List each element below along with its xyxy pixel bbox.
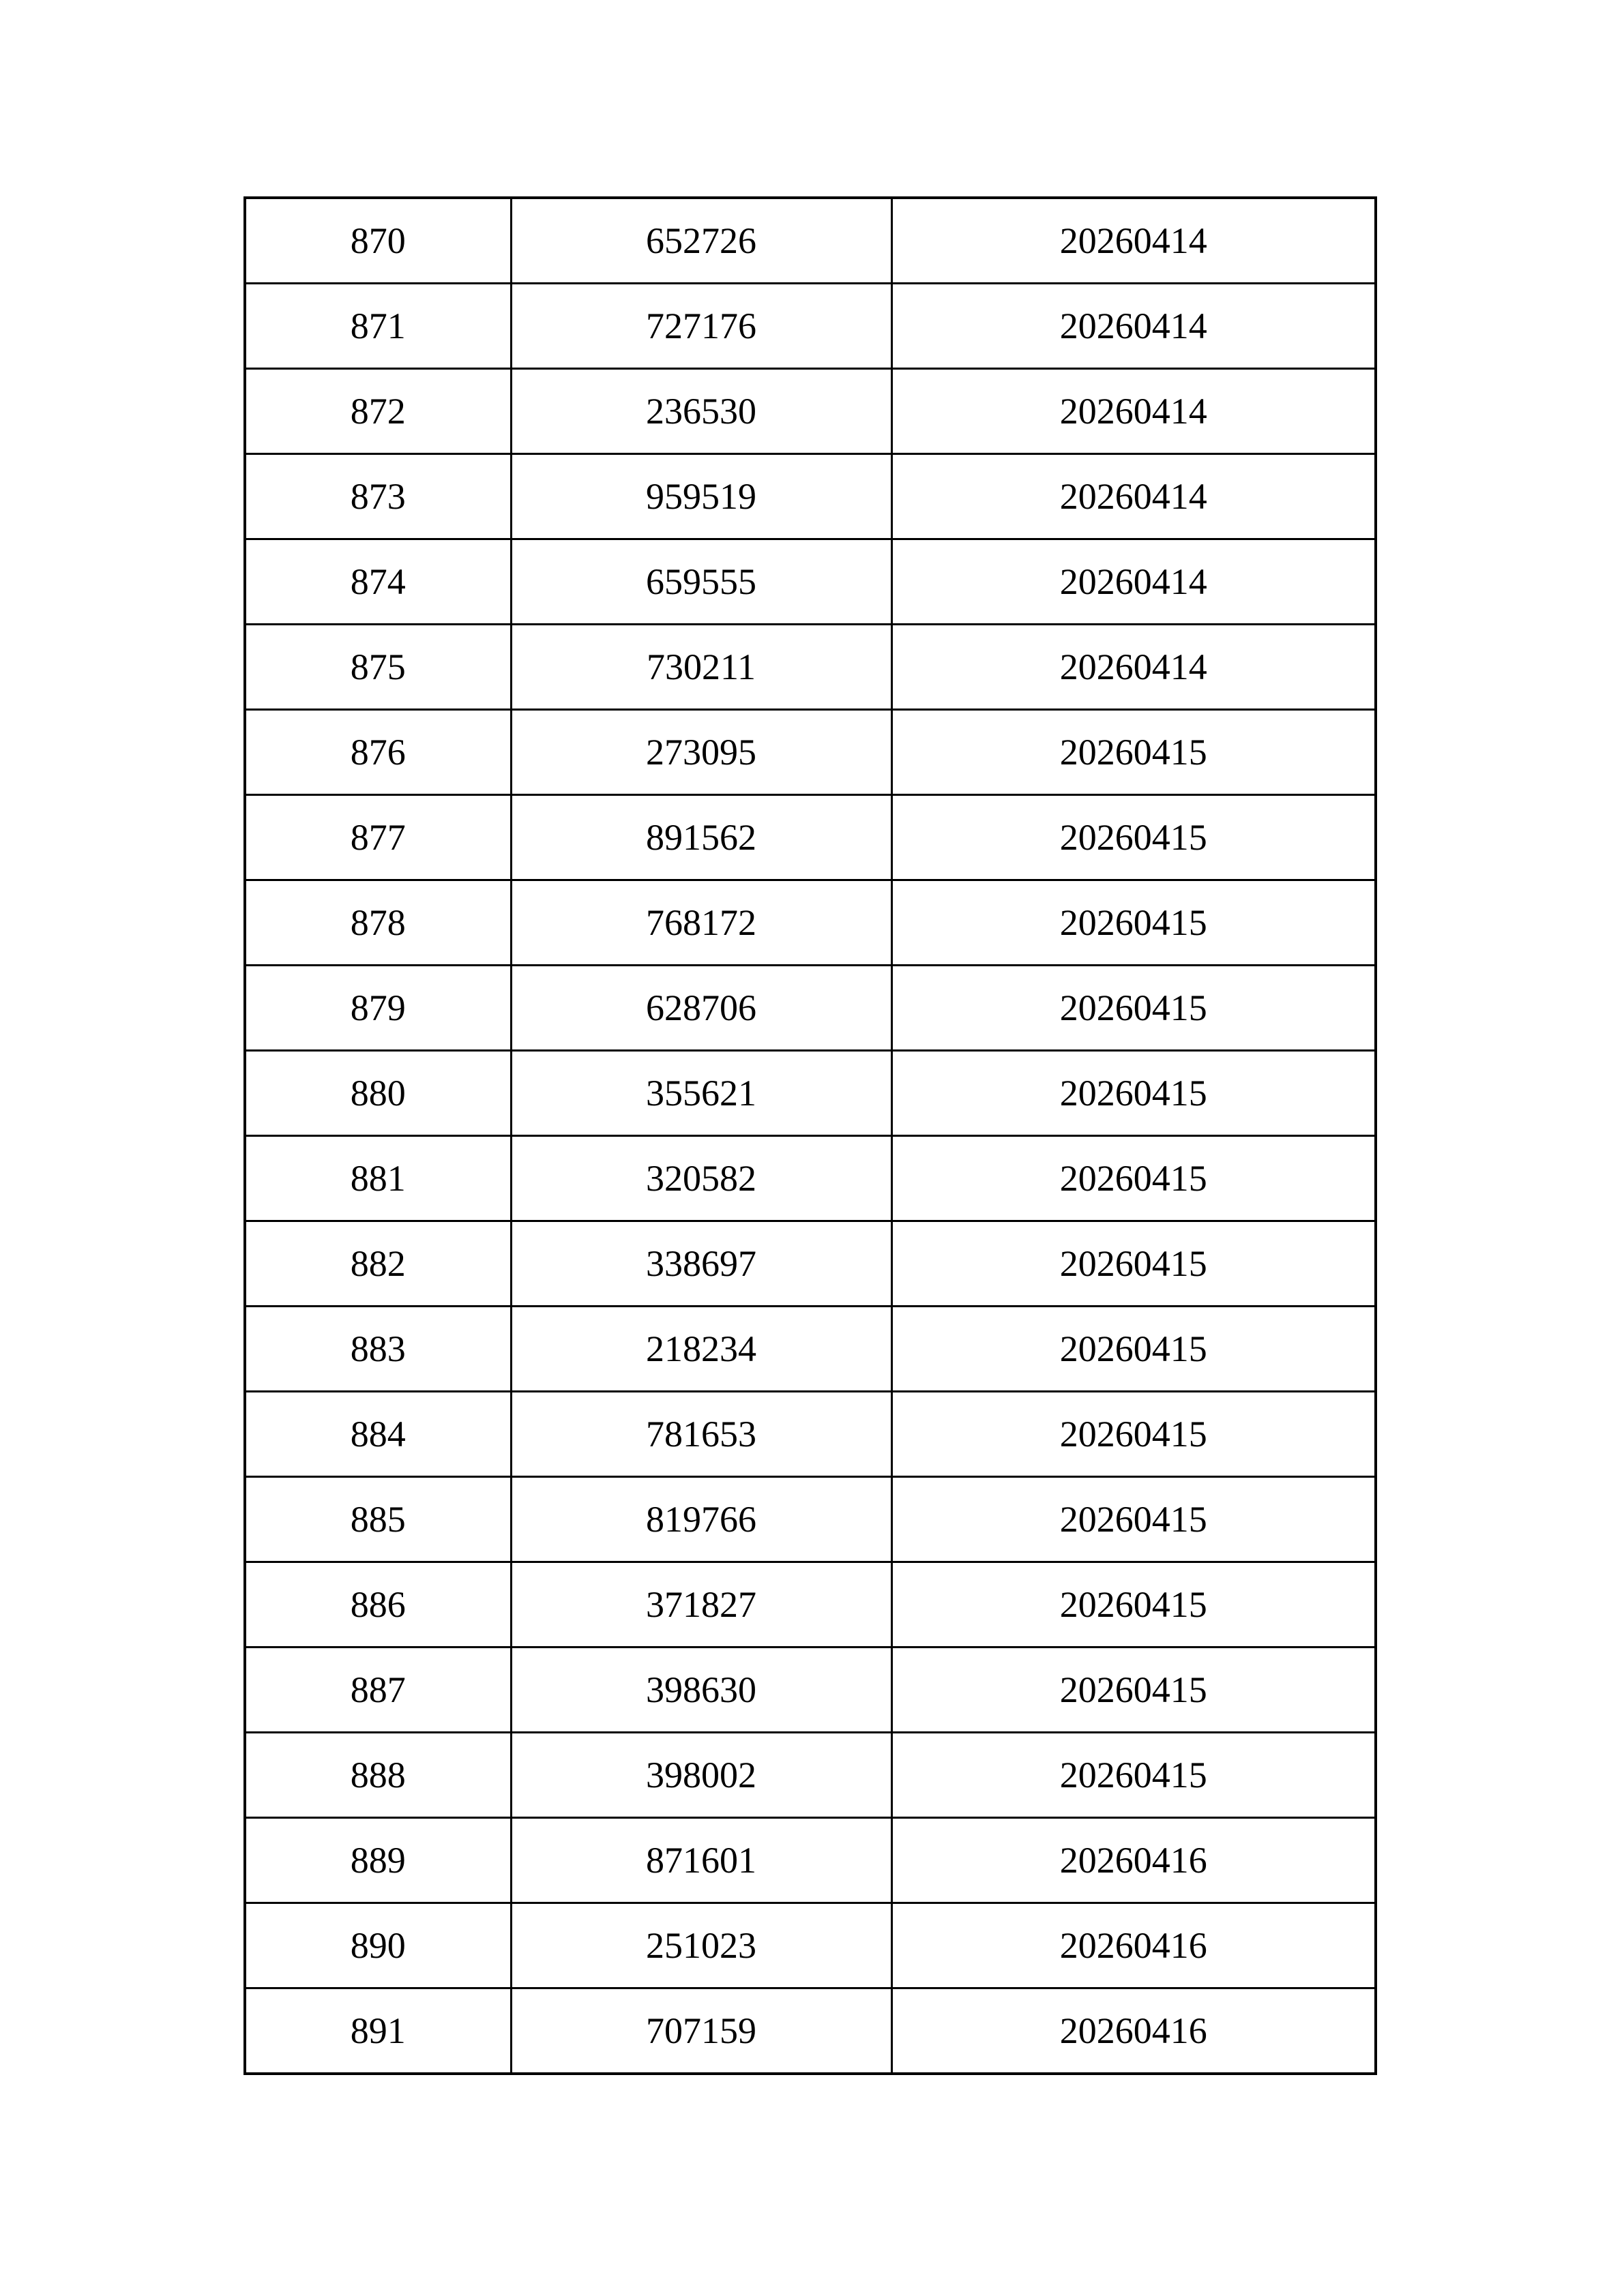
table-row <box>245 1818 1376 1903</box>
table-row <box>245 1136 1376 1221</box>
table-row <box>245 625 1376 710</box>
date-cell: 20260415 <box>891 880 1376 966</box>
index-cell: 889 <box>245 1818 511 1903</box>
table-row <box>245 795 1376 880</box>
index-cell: 873 <box>245 454 511 539</box>
value-cell: 727176 <box>511 284 891 369</box>
index-cell: 875 <box>245 625 511 710</box>
table-row <box>245 369 1376 454</box>
date-cell: 20260415 <box>891 1392 1376 1477</box>
table-row <box>245 966 1376 1051</box>
value-cell: 659555 <box>511 539 891 625</box>
index-cell: 874 <box>245 539 511 625</box>
table-row <box>245 454 1376 539</box>
date-cell: 20260416 <box>891 1818 1376 1903</box>
index-cell: 887 <box>245 1648 511 1733</box>
index-cell: 881 <box>245 1136 511 1221</box>
index-cell: 871 <box>245 284 511 369</box>
value-cell: 236530 <box>511 369 891 454</box>
table-row <box>245 710 1376 795</box>
index-cell: 883 <box>245 1307 511 1392</box>
index-cell: 877 <box>245 795 511 880</box>
date-cell: 20260415 <box>891 1648 1376 1733</box>
value-cell: 628706 <box>511 966 891 1051</box>
value-cell: 320582 <box>511 1136 891 1221</box>
table-row <box>245 1562 1376 1648</box>
index-cell: 890 <box>245 1903 511 1988</box>
value-cell: 891562 <box>511 795 891 880</box>
value-cell: 781653 <box>511 1392 891 1477</box>
value-cell: 652726 <box>511 198 891 284</box>
index-cell: 872 <box>245 369 511 454</box>
date-cell: 20260414 <box>891 539 1376 625</box>
date-cell: 20260415 <box>891 1733 1376 1818</box>
date-cell: 20260415 <box>891 1562 1376 1648</box>
index-cell: 876 <box>245 710 511 795</box>
date-cell: 20260415 <box>891 795 1376 880</box>
index-cell: 888 <box>245 1733 511 1818</box>
table-row <box>245 880 1376 966</box>
table-row <box>245 1988 1376 2074</box>
date-cell: 20260414 <box>891 369 1376 454</box>
value-cell: 959519 <box>511 454 891 539</box>
data-table <box>243 196 1377 2075</box>
value-cell: 338697 <box>511 1221 891 1307</box>
date-cell: 20260414 <box>891 198 1376 284</box>
value-cell: 768172 <box>511 880 891 966</box>
date-cell: 20260414 <box>891 454 1376 539</box>
index-cell: 885 <box>245 1477 511 1562</box>
date-cell: 20260415 <box>891 966 1376 1051</box>
date-cell: 20260415 <box>891 1221 1376 1307</box>
index-cell: 879 <box>245 966 511 1051</box>
value-cell: 251023 <box>511 1903 891 1988</box>
date-cell: 20260414 <box>891 284 1376 369</box>
index-cell: 891 <box>245 1988 511 2074</box>
table-row <box>245 539 1376 625</box>
value-cell: 218234 <box>511 1307 891 1392</box>
index-cell: 870 <box>245 198 511 284</box>
table-row <box>245 1903 1376 1988</box>
value-cell: 273095 <box>511 710 891 795</box>
table-row <box>245 198 1376 284</box>
table-body <box>245 198 1376 2074</box>
table-row <box>245 1648 1376 1733</box>
index-cell: 882 <box>245 1221 511 1307</box>
table-row <box>245 1221 1376 1307</box>
table-row <box>245 1477 1376 1562</box>
date-cell: 20260415 <box>891 1477 1376 1562</box>
date-cell: 20260416 <box>891 1903 1376 1988</box>
value-cell: 730211 <box>511 625 891 710</box>
table-row <box>245 284 1376 369</box>
date-cell: 20260415 <box>891 1051 1376 1136</box>
value-cell: 707159 <box>511 1988 891 2074</box>
value-cell: 371827 <box>511 1562 891 1648</box>
index-cell: 886 <box>245 1562 511 1648</box>
index-cell: 880 <box>245 1051 511 1136</box>
table-row <box>245 1307 1376 1392</box>
value-cell: 819766 <box>511 1477 891 1562</box>
value-cell: 398630 <box>511 1648 891 1733</box>
table-row <box>245 1733 1376 1818</box>
date-cell: 20260415 <box>891 1307 1376 1392</box>
date-cell: 20260416 <box>891 1988 1376 2074</box>
date-cell: 20260415 <box>891 1136 1376 1221</box>
value-cell: 355621 <box>511 1051 891 1136</box>
index-cell: 884 <box>245 1392 511 1477</box>
table-row <box>245 1392 1376 1477</box>
table-row <box>245 1051 1376 1136</box>
index-cell: 878 <box>245 880 511 966</box>
value-cell: 871601 <box>511 1818 891 1903</box>
value-cell: 398002 <box>511 1733 891 1818</box>
date-cell: 20260414 <box>891 625 1376 710</box>
date-cell: 20260415 <box>891 710 1376 795</box>
